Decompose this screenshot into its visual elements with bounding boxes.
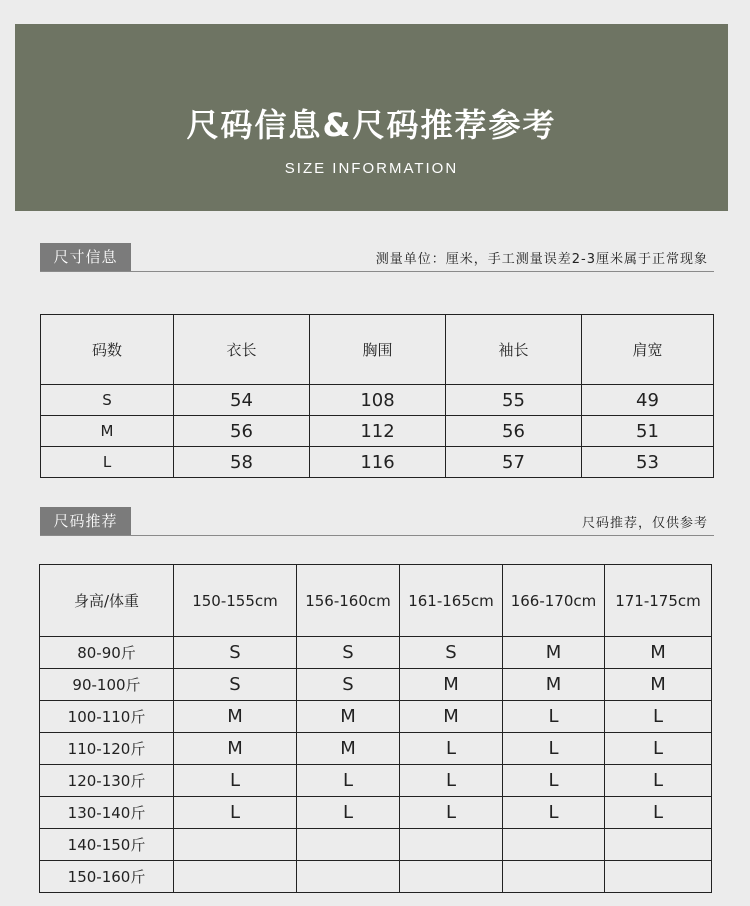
table-row xyxy=(40,733,712,765)
table-row xyxy=(41,447,714,478)
rec-cell: 150-160斤 xyxy=(40,861,174,893)
rec-header-cell: 身高/体重 xyxy=(40,565,174,637)
rec-cell xyxy=(297,861,400,893)
size-cell: 112 xyxy=(310,416,446,447)
size-header-cell: 衣长 xyxy=(174,315,310,385)
size-table-header-row xyxy=(41,315,714,385)
table-row xyxy=(40,669,712,701)
rec-cell: 130-140斤 xyxy=(40,797,174,829)
rec-cell: M xyxy=(503,669,605,701)
rec-cell: L xyxy=(400,797,503,829)
size-cell: 57 xyxy=(446,447,582,478)
size-cell: L xyxy=(41,447,174,478)
rec-section-label: 尺码推荐 xyxy=(40,507,131,535)
rec-cell: L xyxy=(400,765,503,797)
rec-cell: M xyxy=(174,733,297,765)
size-header-cell: 袖长 xyxy=(446,315,582,385)
rec-cell: M xyxy=(297,733,400,765)
size-cell: 51 xyxy=(582,416,714,447)
rec-cell: M xyxy=(605,637,712,669)
rec-cell: S xyxy=(174,637,297,669)
rec-cell: 110-120斤 xyxy=(40,733,174,765)
rec-header-cell: 156-160cm xyxy=(297,565,400,637)
rec-cell xyxy=(503,829,605,861)
size-cell: 53 xyxy=(582,447,714,478)
rec-section-note: 尺码推荐，仅供参考 xyxy=(581,516,708,531)
table-row xyxy=(40,701,712,733)
size-section-header xyxy=(40,243,714,272)
table-row xyxy=(40,829,712,861)
size-cell: 49 xyxy=(582,385,714,416)
size-header-cell: 码数 xyxy=(41,315,174,385)
rec-cell: L xyxy=(503,701,605,733)
rec-table-header-row xyxy=(40,565,712,637)
rec-cell: L xyxy=(400,733,503,765)
rec-cell: M xyxy=(174,701,297,733)
rec-cell: M xyxy=(297,701,400,733)
rec-cell: 100-110斤 xyxy=(40,701,174,733)
rec-header-cell: 166-170cm xyxy=(503,565,605,637)
rec-cell: M xyxy=(400,701,503,733)
size-header-cell: 肩宽 xyxy=(582,315,714,385)
size-cell: 116 xyxy=(310,447,446,478)
rec-cell: S xyxy=(297,669,400,701)
rec-cell xyxy=(503,861,605,893)
size-cell: 108 xyxy=(310,385,446,416)
rec-cell: S xyxy=(174,669,297,701)
size-section-label: 尺寸信息 xyxy=(40,243,131,271)
size-cell: M xyxy=(41,416,174,447)
table-row xyxy=(40,637,712,669)
rec-cell xyxy=(605,829,712,861)
table-row xyxy=(40,797,712,829)
page-subtitle: SIZE INFORMATION xyxy=(284,160,459,177)
rec-cell: L xyxy=(503,765,605,797)
rec-header-cell: 161-165cm xyxy=(400,565,503,637)
rec-cell: 140-150斤 xyxy=(40,829,174,861)
rec-cell: L xyxy=(297,765,400,797)
size-cell: 56 xyxy=(446,416,582,447)
rec-header-cell: 171-175cm xyxy=(605,565,712,637)
rec-cell xyxy=(400,861,503,893)
rec-cell: L xyxy=(605,765,712,797)
rec-cell: L xyxy=(605,701,712,733)
rec-cell xyxy=(400,829,503,861)
rec-cell: S xyxy=(400,637,503,669)
recommendation-table xyxy=(39,564,712,893)
table-row xyxy=(40,765,712,797)
rec-cell: L xyxy=(174,765,297,797)
rec-cell: L xyxy=(297,797,400,829)
page-title: 尺码信息&尺码推荐参考 xyxy=(186,106,557,144)
rec-cell: L xyxy=(174,797,297,829)
header-banner xyxy=(15,24,728,211)
rec-cell xyxy=(174,861,297,893)
size-cell: 54 xyxy=(174,385,310,416)
table-row xyxy=(41,416,714,447)
rec-cell: 90-100斤 xyxy=(40,669,174,701)
rec-cell xyxy=(297,829,400,861)
rec-cell: M xyxy=(400,669,503,701)
table-row xyxy=(40,861,712,893)
rec-section-header xyxy=(40,507,714,536)
rec-cell: L xyxy=(503,733,605,765)
size-table xyxy=(40,314,714,478)
size-cell: 55 xyxy=(446,385,582,416)
table-row xyxy=(41,385,714,416)
rec-cell: S xyxy=(297,637,400,669)
size-section-note: 测量单位：厘米，手工测量误差2-3厘米属于正常现象 xyxy=(375,252,708,267)
size-header-cell: 胸围 xyxy=(310,315,446,385)
rec-header-cell: 150-155cm xyxy=(174,565,297,637)
rec-cell xyxy=(174,829,297,861)
rec-cell: L xyxy=(605,733,712,765)
rec-cell: M xyxy=(605,669,712,701)
size-cell: 58 xyxy=(174,447,310,478)
rec-cell: 80-90斤 xyxy=(40,637,174,669)
size-cell: S xyxy=(41,385,174,416)
rec-cell: L xyxy=(503,797,605,829)
size-cell: 56 xyxy=(174,416,310,447)
rec-cell: M xyxy=(503,637,605,669)
rec-cell: 120-130斤 xyxy=(40,765,174,797)
rec-cell: L xyxy=(605,797,712,829)
rec-cell xyxy=(605,861,712,893)
